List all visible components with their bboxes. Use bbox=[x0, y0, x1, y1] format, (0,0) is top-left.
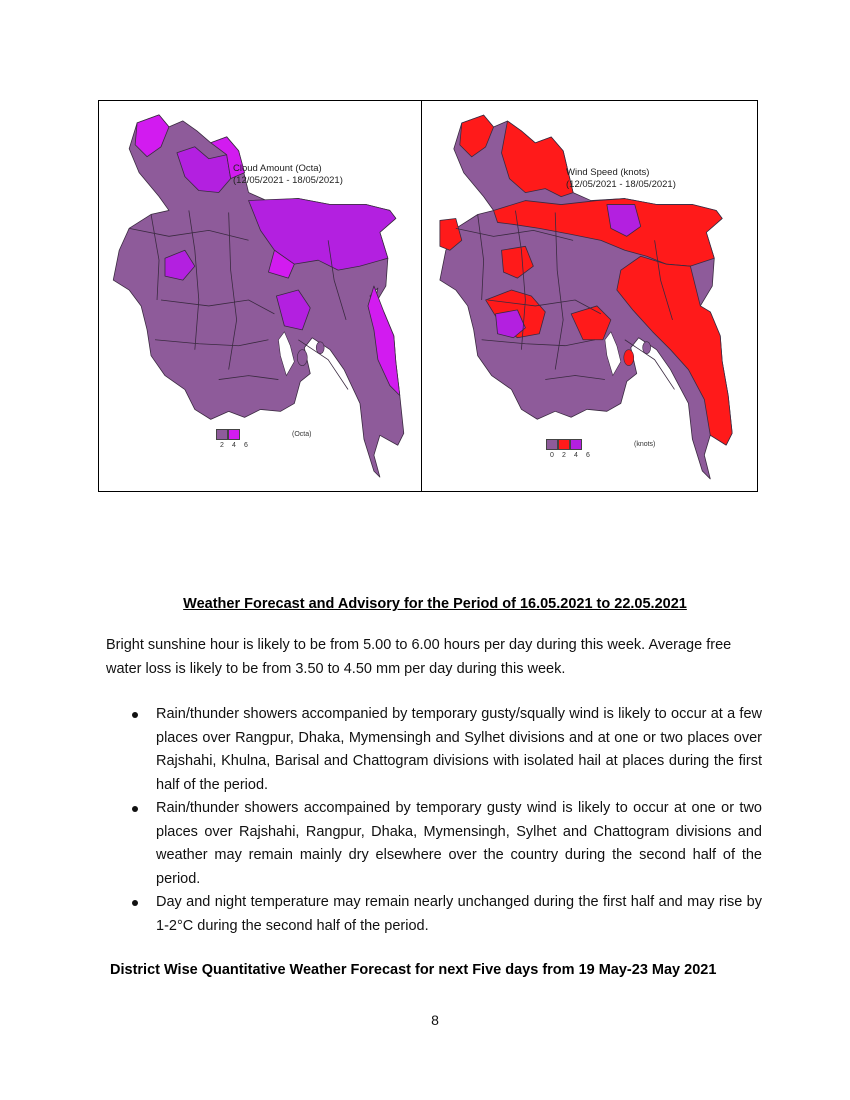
list-item bbox=[106, 891, 762, 938]
legend-tick: 6 bbox=[586, 452, 590, 459]
section-heading: Weather Forecast and Advisory for the Period of 16.05.2021 to 22.05.2021 bbox=[183, 596, 687, 612]
bullet-icon bbox=[132, 806, 138, 812]
cloud-map-title-line2: (12/05/2021 - 18/05/2021) bbox=[233, 175, 343, 186]
wind-map-title bbox=[566, 167, 676, 191]
subheading: District Wise Quantitative Weather Forecast for next Five days from 19 May-23 May 2021 bbox=[110, 962, 717, 978]
bullet-text: Day and night temperature may remain nearly unchanged during the first half and may rise by 1-2°C during the second half of the period. bbox=[156, 894, 762, 934]
legend-tick: 2 bbox=[220, 442, 224, 449]
bullet-text: Rain/thunder showers accompanied by temporary gusty/squally wind is likely to occur at a few places over Rangpur, Dhaka, Mymensingh and Sylhet divisions and at one or two places over Rajshahi, Khulna, Barisal and Chattogram divisions with isolated hail at places during the first half of the period. bbox=[156, 706, 762, 793]
cloud-map-title bbox=[233, 163, 343, 187]
wind-speed-map bbox=[422, 101, 757, 491]
legend-swatch-2 bbox=[558, 439, 570, 450]
cloud-map-legend bbox=[216, 429, 311, 449]
legend-tick: 4 bbox=[232, 442, 236, 449]
legend-tick: 0 bbox=[550, 452, 554, 459]
list-item bbox=[106, 703, 762, 797]
legend-unit: (Octa) bbox=[292, 431, 312, 438]
legend-unit: (knots) bbox=[634, 441, 656, 448]
legend-tick: 2 bbox=[562, 452, 566, 459]
wind-map-legend bbox=[546, 439, 655, 459]
cloud-map-title-line1: Cloud Amount (Octa) bbox=[233, 163, 322, 174]
bullet-text: Rain/thunder showers accompained by temporary gusty wind is likely to occur at one or two places over Rajshahi, Rangpur, Dhaka, Mymensingh, Sylhet and Chattogram divisions and weather may remain mainly dry elsewhere over the country during the second half of the period. bbox=[156, 800, 762, 887]
legend-swatch-2 bbox=[216, 429, 228, 440]
wind-speed-map-graphic bbox=[422, 101, 757, 491]
legend-swatch-4 bbox=[570, 439, 582, 450]
bullet-icon bbox=[132, 712, 138, 718]
cloud-amount-map bbox=[99, 101, 422, 491]
legend-tick: 6 bbox=[244, 442, 248, 449]
weather-maps-figure bbox=[98, 100, 758, 492]
legend-swatch-4 bbox=[228, 429, 240, 440]
bullet-icon bbox=[132, 900, 138, 906]
wind-map-title-line1: Wind Speed (knots) bbox=[566, 167, 650, 178]
legend-tick: 4 bbox=[574, 452, 578, 459]
wind-map-title-line2: (12/05/2021 - 18/05/2021) bbox=[566, 179, 676, 190]
list-item bbox=[106, 797, 762, 891]
legend-swatch-0 bbox=[546, 439, 558, 450]
intro-paragraph: Bright sunshine hour is likely to be from 5.00 to 6.00 hours per day during this week. Average free water loss is likely to be from 3.50 to 4.50 mm per day during this week. bbox=[106, 637, 732, 677]
page-number: 8 bbox=[431, 1012, 439, 1028]
advisory-bullet-list bbox=[106, 703, 762, 938]
